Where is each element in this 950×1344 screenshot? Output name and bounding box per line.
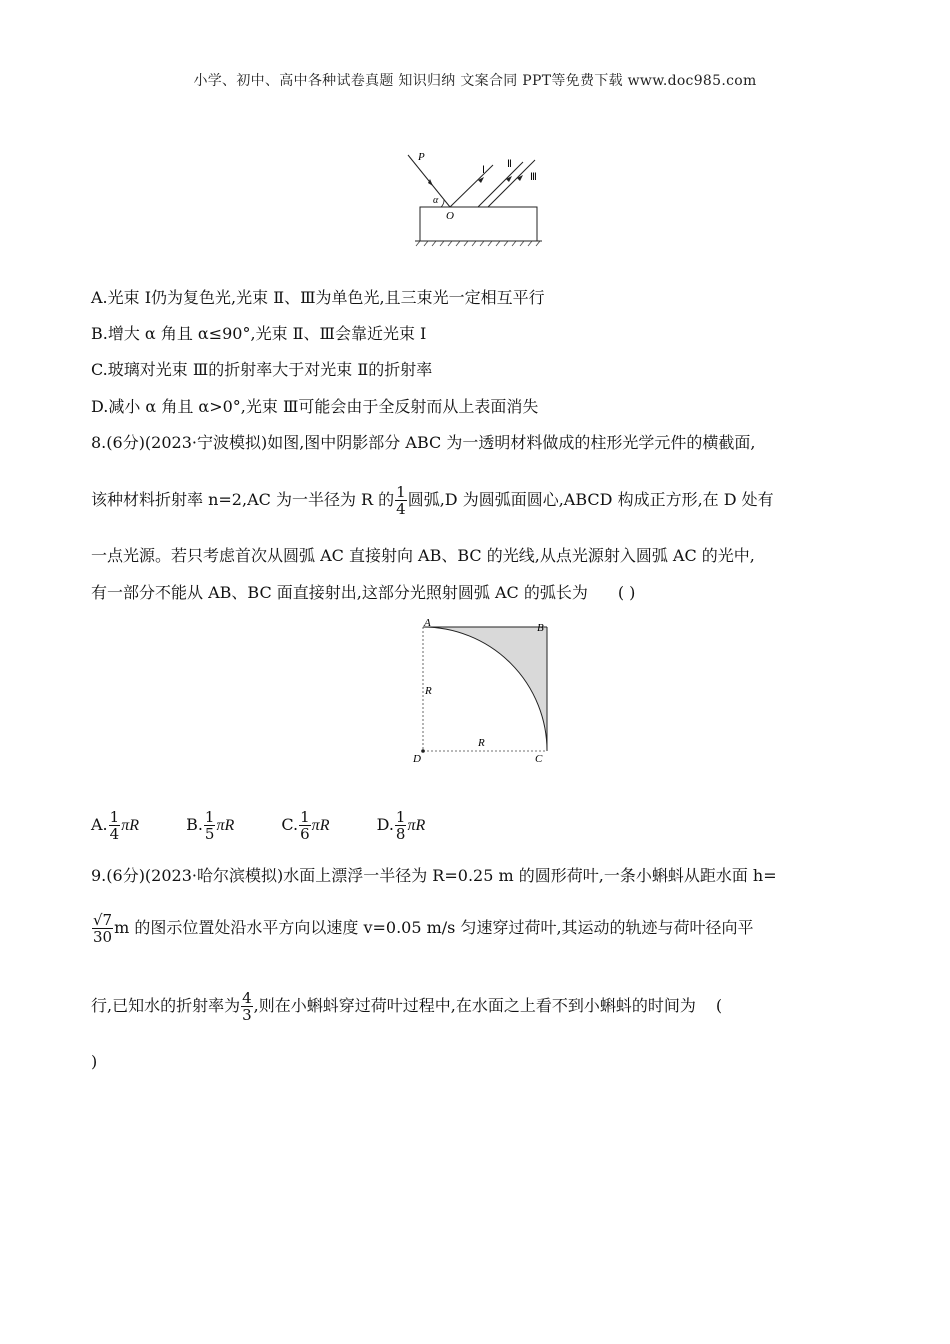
q8-option-a: A. $\frac{1}{4}$ πR — [91, 808, 139, 843]
q9-line-2: $\frac{√7}{30}$ m 的图示位置处沿水平方向以速度 v=0.05 m/s 匀速穿过荷叶,其运动的轨迹与荷叶径向平 — [93, 911, 754, 946]
q7-option-c: C.玻璃对光束 Ⅲ的折射率大于对光束 Ⅱ的折射率 — [91, 360, 433, 379]
answer-paren: ( ) — [617, 583, 636, 602]
label-r-vertical: R — [425, 685, 432, 697]
answer-paren-open: ( — [715, 996, 723, 1015]
q9-h-fraction: $\frac{√7}{30}$ — [93, 911, 113, 946]
label-p: P — [418, 151, 425, 163]
label-d: D — [413, 753, 421, 765]
answer-paren-close: ) — [91, 1052, 98, 1071]
label-c: C — [535, 753, 543, 765]
page-header: 小学、初中、高中各种试卷真题 知识归纳 文案合同 PPT等免费下载 www.doc985.com — [193, 73, 757, 89]
q9-line-3: 行,已知水的折射率为 $\frac{4}{3}$ ,则在小蝌蚪穿过荷叶过程中,在水面之上看不到小蝌蚪的时间为 ( — [91, 989, 723, 1024]
q8-option-c: C. $\frac{1}{6}$ πR — [281, 808, 330, 843]
q7-option-b: B.增大 α 角且 α≤90°,光束 Ⅱ、Ⅲ会靠近光束 Ⅰ — [91, 324, 427, 343]
label-o: O — [446, 210, 454, 222]
shaded-region — [423, 627, 547, 751]
glass-block — [420, 207, 537, 241]
q8-fraction: $\frac{1}{4}$ — [396, 483, 406, 518]
ground-hatch — [416, 241, 540, 246]
label-a: A — [424, 617, 431, 629]
q8-option-d: D. $\frac{1}{8}$ πR — [376, 808, 426, 843]
figure-glass-block — [390, 145, 560, 255]
q9-line-1: 9.(6分)(2023·哈尔滨模拟)水面上漂浮一半径为 R=0.25 m 的圆形荷叶,一条小蝌蚪从距水面 h= — [91, 866, 777, 885]
figure-quarter-arc — [405, 615, 565, 770]
label-alpha: α — [433, 195, 439, 206]
q9-n-fraction: $\frac{4}{3}$ — [242, 989, 252, 1024]
q7-option-a: A.光束 Ⅰ仍为复色光,光束 Ⅱ、Ⅲ为单色光,且三束光一定相互平行 — [91, 288, 545, 307]
q8-line-4: 有一部分不能从 AB、BC 面直接射出,这部分光照射圆弧 AC 的弧长为 ( ) — [91, 583, 636, 602]
label-beam-3: Ⅲ — [530, 172, 537, 183]
beam-1 — [450, 165, 493, 207]
angle-arc — [441, 200, 444, 207]
q8-options — [91, 805, 425, 845]
label-beam-2: Ⅱ — [507, 159, 512, 170]
label-beam-1: Ⅰ — [482, 165, 485, 176]
q8-line-1: 8.(6分)(2023·宁波模拟)如图,图中阴影部分 ABC 为一透明材料做成的柱形光学元件的横截面, — [91, 433, 756, 452]
point-d — [421, 749, 425, 753]
q7-option-d: D.减小 α 角且 α>0°,光束 Ⅲ可能会由于全反射而从上表面消失 — [91, 397, 539, 416]
label-b: B — [537, 622, 544, 634]
q8-option-b: B. $\frac{1}{5}$ πR — [186, 808, 235, 843]
q8-line-2: 该种材料折射率 n=2,AC 为一半径为 R 的 $\frac{1}{4}$ 圆弧,D 为圆弧面圆心,ABCD 构成正方形,在 D 处有 — [91, 483, 774, 518]
q8-line-3: 一点光源。若只考虑首次从圆弧 AC 直接射向 AB、BC 的光线,从点光源射入圆弧 AC 的光中, — [91, 546, 755, 565]
label-r-horizontal: R — [478, 737, 485, 749]
